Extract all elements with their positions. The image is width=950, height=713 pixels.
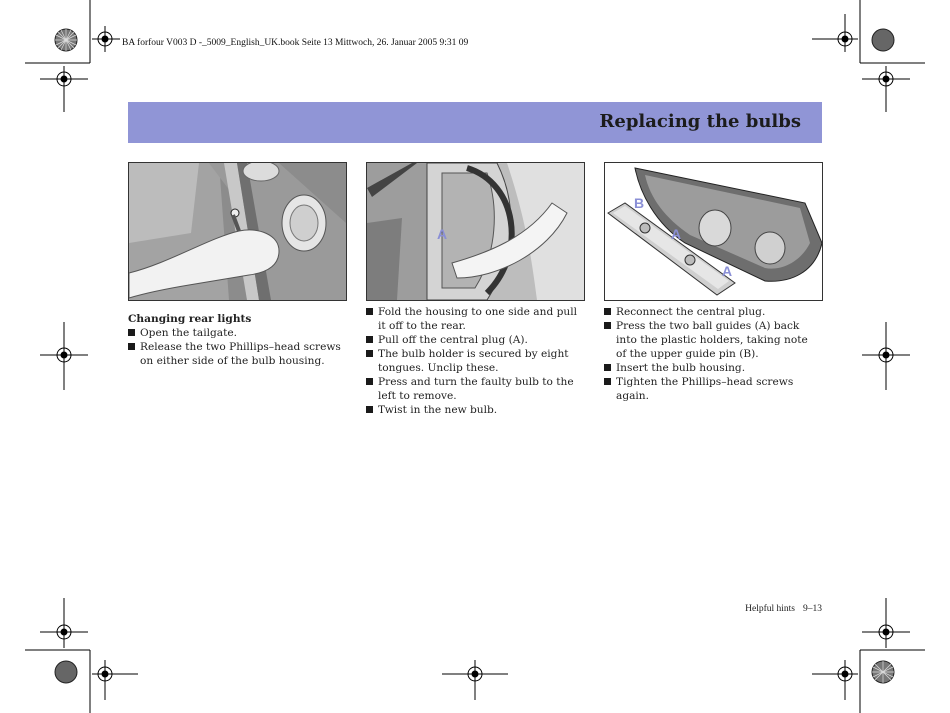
instructions-column-1 — [128, 312, 345, 368]
instruction-list — [604, 305, 821, 403]
page-number: 9–13 — [803, 604, 822, 614]
list-item: Fold the housing to one side and pull it off to the rear. — [366, 305, 583, 333]
list-item: The bulb holder is secured by eight tongues. Unclip these. — [366, 347, 583, 375]
instructions-column-3 — [604, 305, 821, 403]
figure-housing-removal — [366, 162, 585, 301]
instruction-list — [366, 305, 583, 417]
list-item: Press and turn the faulty bulb to the left to remove. — [366, 375, 583, 403]
list-item: Pull off the central plug (A). — [366, 333, 583, 347]
instructions-column-2 — [366, 305, 583, 417]
list-item: Release the two Phillips–head screws on either side of the bulb housing. — [128, 340, 345, 368]
page-footer — [700, 604, 822, 614]
list-item: Tighten the Phillips–head screws again. — [604, 375, 821, 403]
label-b: B — [634, 195, 645, 211]
list-item: Insert the bulb housing. — [604, 361, 821, 375]
label-a: A — [722, 263, 733, 279]
title-bar — [128, 102, 822, 143]
label-a: A — [671, 226, 682, 242]
list-item: Twist in the new bulb. — [366, 403, 583, 417]
instruction-list — [128, 326, 345, 368]
figure-bulb-housing — [604, 162, 823, 301]
print-header: BA forfour V003 D -_5009_English_UK.book Seite 13 Mittwoch, 26. Januar 2005 9:31 09 — [122, 38, 469, 48]
list-item: Press the two ball guides (A) back into the plastic holders, taking note of the upper guide pin (B). — [604, 319, 821, 361]
section-heading: Changing rear lights — [128, 313, 252, 325]
list-item: Reconnect the central plug. — [604, 305, 821, 319]
list-item: Open the tailgate. — [128, 326, 345, 340]
page-title: Replacing the bulbs — [599, 111, 801, 132]
footer-section: Helpful hints — [745, 604, 795, 614]
label-a: A — [437, 226, 448, 242]
figure-screw-release — [128, 162, 347, 301]
